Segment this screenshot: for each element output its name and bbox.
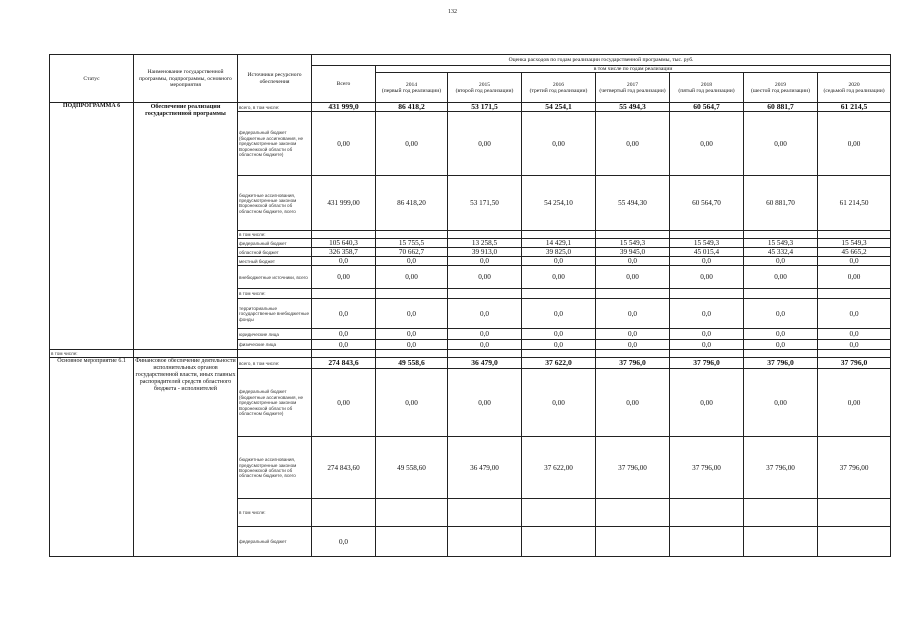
value-cell: 37 796,0 <box>670 358 744 369</box>
value-cell: 0,00 <box>818 112 891 176</box>
source-cell: бюджетные ассигнования, предусмотренные законом Воронежской области об областном бюджете, всего <box>238 437 312 499</box>
source-cell: территориальные государственные внебюджетные фонды <box>238 299 312 329</box>
source-cell: внебюджетные источники, всего <box>238 266 312 289</box>
value-cell <box>744 289 818 299</box>
value-cell: 61 214,5 <box>818 103 891 112</box>
source-cell: федеральный бюджет <box>238 527 312 557</box>
value-cell: 0,00 <box>522 369 596 437</box>
value-cell <box>818 289 891 299</box>
value-cell: 0,0 <box>670 329 744 340</box>
value-cell: 0,00 <box>596 112 670 176</box>
value-cell: 61 214,50 <box>818 176 891 231</box>
value-cell: 0,0 <box>448 340 522 350</box>
value-cell <box>670 527 744 557</box>
value-cell: 54 254,1 <box>522 103 596 112</box>
year-label: 2019 <box>774 81 787 88</box>
year-label: 2020 <box>848 81 860 88</box>
value-cell: 39 945,0 <box>596 248 670 257</box>
value-cell: 0,0 <box>818 299 891 329</box>
empty-cell <box>448 350 522 358</box>
empty-cell <box>744 350 818 358</box>
value-cell: 37 796,00 <box>596 437 670 499</box>
year-label: 2016 <box>552 81 565 88</box>
value-cell: 0,00 <box>670 369 744 437</box>
value-cell: 431 999,00 <box>312 176 376 231</box>
empty-cell <box>818 350 891 358</box>
value-cell: 15 549,3 <box>670 239 744 248</box>
value-cell: 0,0 <box>670 340 744 350</box>
value-cell <box>376 499 448 527</box>
year-header <box>596 73 670 103</box>
year-header <box>522 73 596 103</box>
value-cell: 0,0 <box>670 299 744 329</box>
value-cell <box>376 289 448 299</box>
year-label: 2017 <box>626 81 639 88</box>
value-cell: 105 640,3 <box>312 239 376 248</box>
total-header: Всего <box>312 66 376 103</box>
incl-years-header: в том числе по годам реализации <box>376 66 891 73</box>
value-cell: 0,0 <box>596 299 670 329</box>
value-cell <box>744 527 818 557</box>
page-number: 132 <box>448 9 457 15</box>
value-cell: 36 479,0 <box>448 358 522 369</box>
value-cell: 55 494,3 <box>596 103 670 112</box>
value-cell <box>744 231 818 239</box>
value-cell: 0,00 <box>744 369 818 437</box>
value-cell <box>312 231 376 239</box>
value-cell: 15 549,3 <box>596 239 670 248</box>
value-cell: 54 254,10 <box>522 176 596 231</box>
year-sublabel: (пятый год реализации) <box>678 87 735 94</box>
name-header: Наименование государственной программы, подпрограммы, основного мероприятия <box>134 55 238 103</box>
year-sublabel: (четвертый год реализации) <box>599 87 666 94</box>
value-cell: 0,0 <box>670 257 744 266</box>
value-cell <box>522 499 596 527</box>
source-header: Источники ресурсного обеспечения <box>238 55 312 103</box>
value-cell: 0,00 <box>596 369 670 437</box>
value-cell: 0,0 <box>376 340 448 350</box>
value-cell: 60 881,7 <box>744 103 818 112</box>
value-cell <box>596 231 670 239</box>
value-cell: 53 171,5 <box>448 103 522 112</box>
value-cell: 37 796,0 <box>744 358 818 369</box>
value-cell: 55 494,30 <box>596 176 670 231</box>
value-cell: 0,0 <box>312 340 376 350</box>
year-sublabel: (шестой год реализации) <box>750 87 811 94</box>
value-cell: 0,00 <box>312 369 376 437</box>
value-cell: 0,00 <box>744 266 818 289</box>
value-cell <box>670 499 744 527</box>
value-cell: 0,0 <box>448 299 522 329</box>
value-cell: 0,00 <box>818 369 891 437</box>
value-cell: 45 015,4 <box>670 248 744 257</box>
value-cell: 0,00 <box>744 112 818 176</box>
incl-separator-row <box>50 350 891 358</box>
value-cell: 0,00 <box>312 266 376 289</box>
value-cell: 60 564,7 <box>670 103 744 112</box>
table-row <box>50 358 891 369</box>
value-cell: 14 429,1 <box>522 239 596 248</box>
value-cell: 0,0 <box>744 329 818 340</box>
name-cell: Финансовое обеспечение деятельности исполнительных органов государственной власти, иных главных распорядителей средств областного бюджета - исполнителей <box>134 358 238 557</box>
value-cell <box>818 527 891 557</box>
source-cell: в том числе: <box>238 499 312 527</box>
year-header <box>376 73 448 103</box>
value-cell: 39 825,0 <box>522 248 596 257</box>
value-cell: 15 755,5 <box>376 239 448 248</box>
value-cell: 15 549,3 <box>818 239 891 248</box>
value-cell: 60 564,70 <box>670 176 744 231</box>
value-cell <box>312 289 376 299</box>
value-cell <box>818 499 891 527</box>
source-cell: всего, в том числе: <box>238 358 312 369</box>
year-sublabel: (третий год реализации) <box>529 87 588 94</box>
value-cell <box>522 289 596 299</box>
year-header <box>670 73 744 103</box>
source-cell: федеральный бюджет <box>238 239 312 248</box>
value-cell <box>448 231 522 239</box>
value-cell: 37 622,0 <box>522 358 596 369</box>
value-cell: 37 796,0 <box>818 358 891 369</box>
year-header <box>448 73 522 103</box>
value-cell: 0,00 <box>312 112 376 176</box>
empty-cell <box>312 350 376 358</box>
year-sublabel: (седьмой год реализации) <box>823 87 885 94</box>
value-cell: 70 662,7 <box>376 248 448 257</box>
value-cell: 326 358,7 <box>312 248 376 257</box>
value-cell: 0,00 <box>522 266 596 289</box>
value-cell: 274 843,60 <box>312 437 376 499</box>
value-cell: 0,0 <box>744 340 818 350</box>
source-cell: бюджетные ассигнования, предусмотренные законом Воронежской области об областном бюджете, всего <box>238 176 312 231</box>
value-cell: 53 171,50 <box>448 176 522 231</box>
value-cell: 0,00 <box>376 369 448 437</box>
budget-table <box>49 54 891 557</box>
year-header <box>818 73 891 103</box>
source-cell: физические лица <box>238 340 312 350</box>
value-cell <box>670 289 744 299</box>
value-cell: 0,0 <box>596 257 670 266</box>
source-cell: в том числе: <box>238 231 312 239</box>
year-sublabel: (второй год реализации) <box>455 87 514 94</box>
value-cell: 37 796,00 <box>744 437 818 499</box>
table-row <box>50 103 891 112</box>
value-cell <box>312 499 376 527</box>
year-header <box>744 73 818 103</box>
value-cell <box>818 231 891 239</box>
source-cell: областной бюджет <box>238 248 312 257</box>
value-cell: 45 332,4 <box>744 248 818 257</box>
value-cell: 0,00 <box>448 266 522 289</box>
value-cell <box>596 499 670 527</box>
value-cell: 0,00 <box>376 266 448 289</box>
value-cell: 0,0 <box>312 527 376 557</box>
header-row-1 <box>50 55 891 66</box>
value-cell <box>376 231 448 239</box>
value-cell: 39 913,0 <box>448 248 522 257</box>
value-cell: 0,0 <box>818 257 891 266</box>
value-cell <box>596 527 670 557</box>
value-cell: 0,00 <box>670 266 744 289</box>
value-cell: 0,0 <box>522 329 596 340</box>
value-cell: 0,00 <box>596 266 670 289</box>
year-label: 2018 <box>700 81 713 88</box>
value-cell: 13 258,5 <box>448 239 522 248</box>
value-cell: 0,0 <box>312 257 376 266</box>
empty-cell <box>522 350 596 358</box>
value-cell: 49 558,60 <box>376 437 448 499</box>
value-cell <box>522 527 596 557</box>
value-cell <box>744 499 818 527</box>
status-cell: Основное мероприятие 6.1 <box>50 358 134 557</box>
year-label: 2014 <box>405 81 418 88</box>
value-cell: 0,0 <box>596 329 670 340</box>
value-cell: 0,00 <box>376 112 448 176</box>
value-cell: 36 479,00 <box>448 437 522 499</box>
value-cell <box>376 527 448 557</box>
name-cell: Обеспечение реализации государственной программы <box>134 103 238 350</box>
estimate-header: Оценка расходов по годам реализации государственной программы, тыс. руб. <box>312 55 891 66</box>
value-cell: 0,0 <box>448 329 522 340</box>
empty-cell <box>596 350 670 358</box>
value-cell <box>448 499 522 527</box>
value-cell: 0,0 <box>376 299 448 329</box>
value-cell: 0,0 <box>818 329 891 340</box>
value-cell: 37 796,00 <box>670 437 744 499</box>
empty-cell <box>670 350 744 358</box>
value-cell: 49 558,6 <box>376 358 448 369</box>
value-cell <box>448 289 522 299</box>
empty-cell <box>134 350 238 358</box>
value-cell: 0,0 <box>522 340 596 350</box>
value-cell: 0,00 <box>448 369 522 437</box>
empty-cell <box>376 350 448 358</box>
value-cell: 0,00 <box>448 112 522 176</box>
empty-cell <box>238 350 312 358</box>
value-cell: 86 418,2 <box>376 103 448 112</box>
value-cell: 0,00 <box>818 266 891 289</box>
incl-label: в том числе: <box>50 350 134 358</box>
status-header: Статус <box>50 55 134 103</box>
value-cell: 0,0 <box>312 299 376 329</box>
value-cell: 274 843,6 <box>312 358 376 369</box>
year-label: 2015 <box>478 81 491 88</box>
value-cell <box>670 231 744 239</box>
value-cell: 0,0 <box>596 340 670 350</box>
value-cell: 0,0 <box>376 329 448 340</box>
value-cell: 0,00 <box>670 112 744 176</box>
value-cell: 0,0 <box>448 257 522 266</box>
source-cell: местный бюджет <box>238 257 312 266</box>
value-cell: 0,0 <box>522 299 596 329</box>
value-cell: 0,0 <box>376 257 448 266</box>
source-cell: всего, в том числе: <box>238 103 312 112</box>
value-cell: 0,0 <box>744 299 818 329</box>
value-cell: 431 999,0 <box>312 103 376 112</box>
value-cell: 0,0 <box>312 329 376 340</box>
year-sublabel: (первый год реализации) <box>381 87 442 94</box>
value-cell: 15 549,3 <box>744 239 818 248</box>
source-cell: федеральный бюджет (бюджетные ассигнования, не предусмотренные законом Воронежской области об областном бюджете) <box>238 112 312 176</box>
value-cell: 0,0 <box>818 340 891 350</box>
value-cell <box>596 289 670 299</box>
value-cell: 37 622,00 <box>522 437 596 499</box>
source-cell: федеральный бюджет (бюджетные ассигнования, не предусмотренные законом Воронежской области об областном бюджете) <box>238 369 312 437</box>
value-cell: 86 418,20 <box>376 176 448 231</box>
value-cell: 45 665,2 <box>818 248 891 257</box>
value-cell: 0,00 <box>522 112 596 176</box>
value-cell <box>522 231 596 239</box>
source-cell: в том числе: <box>238 289 312 299</box>
source-cell: юридические лица <box>238 329 312 340</box>
status-cell: ПОДПРОГРАММА 6 <box>50 103 134 350</box>
value-cell: 0,0 <box>522 257 596 266</box>
value-cell: 0,0 <box>744 257 818 266</box>
value-cell: 37 796,0 <box>596 358 670 369</box>
value-cell <box>448 527 522 557</box>
value-cell: 37 796,00 <box>818 437 891 499</box>
value-cell: 60 881,70 <box>744 176 818 231</box>
